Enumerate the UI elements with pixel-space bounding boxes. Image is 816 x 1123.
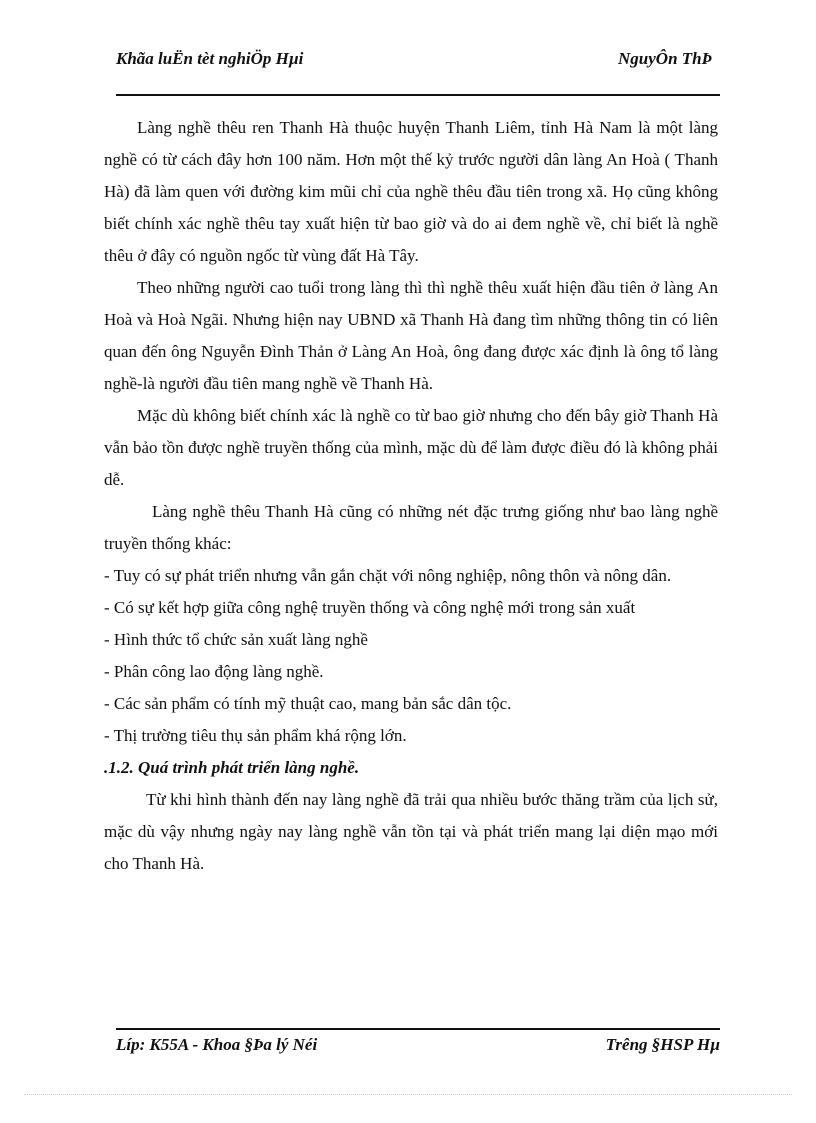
footer-class-info: Líp: K55A - Khoa §Þa lý Néi — [116, 1035, 318, 1054]
page-bottom-dotted-rule — [24, 1094, 792, 1095]
page-footer — [116, 1028, 720, 1078]
body-paragraph-4: Làng nghề thêu Thanh Hà cũng có những nét đặc trưng giống như bao làng nghề truyền thống khác: — [104, 502, 718, 553]
bullet-item: - Thị trường tiêu thụ sản phẩm khá rộng lớn. — [104, 726, 407, 745]
document-body — [104, 112, 718, 880]
page-header — [116, 48, 720, 96]
body-paragraph-2: Theo những người cao tuổi trong làng thì thì nghề thêu xuất hiện đầu tiên ở làng An Hoà và Hoà Ngãi. Nhưng hiện nay UBND xã Thanh Hà đang tìm những thông tin có liên quan đến ông Nguyễn Đình Thản ở Làng An Hoà, ông đang được xác định là ông tổ làng nghề-là người đầu tiên mang nghề về Thanh Hà. — [104, 278, 718, 393]
closing-paragraph: Từ khi hình thành đến nay làng nghề đã trải qua nhiều bước thăng trầm của lịch sử, mặc dù vậy nhưng ngày nay làng nghề vẫn tồn tại và phát triển mang lại diện mạo mới cho Thanh Hà. — [104, 790, 718, 873]
bullet-item: - Phân công lao động làng nghề. — [104, 662, 324, 681]
bullet-item: - Tuy có sự phát triển nhưng vẫn gắn chặt với nông nghiệp, nông thôn và nông dân. — [104, 566, 672, 585]
body-paragraph-3: Mặc dù không biết chính xác là nghề co từ bao giờ nhưng cho đến bây giờ Thanh Hà vẫn bảo tồn được nghề truyền thống của mình, mặc dù để làm được điều đó là không phải dễ. — [104, 406, 718, 489]
bullet-item: - Các sản phẩm có tính mỹ thuật cao, mang bản sắc dân tộc. — [104, 694, 512, 713]
body-paragraph-1: Làng nghề thêu ren Thanh Hà thuộc huyện Thanh Liêm, tỉnh Hà Nam là một làng nghề có từ cách đây hơn 100 năm. Hơn một thế kỷ trước người dân làng An Hoà ( Thanh Hà) đã làm quen với đường kim mũi chỉ của nghề thêu đầu tiên trong xã. Họ cũng không biết chính xác nghề thêu tay xuất hiện từ bao giờ và do ai đem nghề về, chỉ biết là nghề thêu ở đây có nguồn ngốc từ vùng đất Hà Tây. — [104, 118, 718, 265]
header-thesis-title: Khãa luËn tèt nghiÖp Hµi — [116, 49, 304, 68]
bullet-item: - Có sự kết hợp giữa công nghệ truyền thống và công nghệ mới trong sản xuất — [104, 598, 636, 617]
bullet-item: - Hình thức tổ chức sản xuất làng nghề — [104, 630, 368, 649]
header-author-name: NguyÔn ThÞ — [618, 49, 712, 68]
footer-university: Trêng §HSP Hµ — [605, 1035, 720, 1054]
section-heading: .1.2. Quá trình phát triển làng nghề. — [104, 758, 360, 777]
